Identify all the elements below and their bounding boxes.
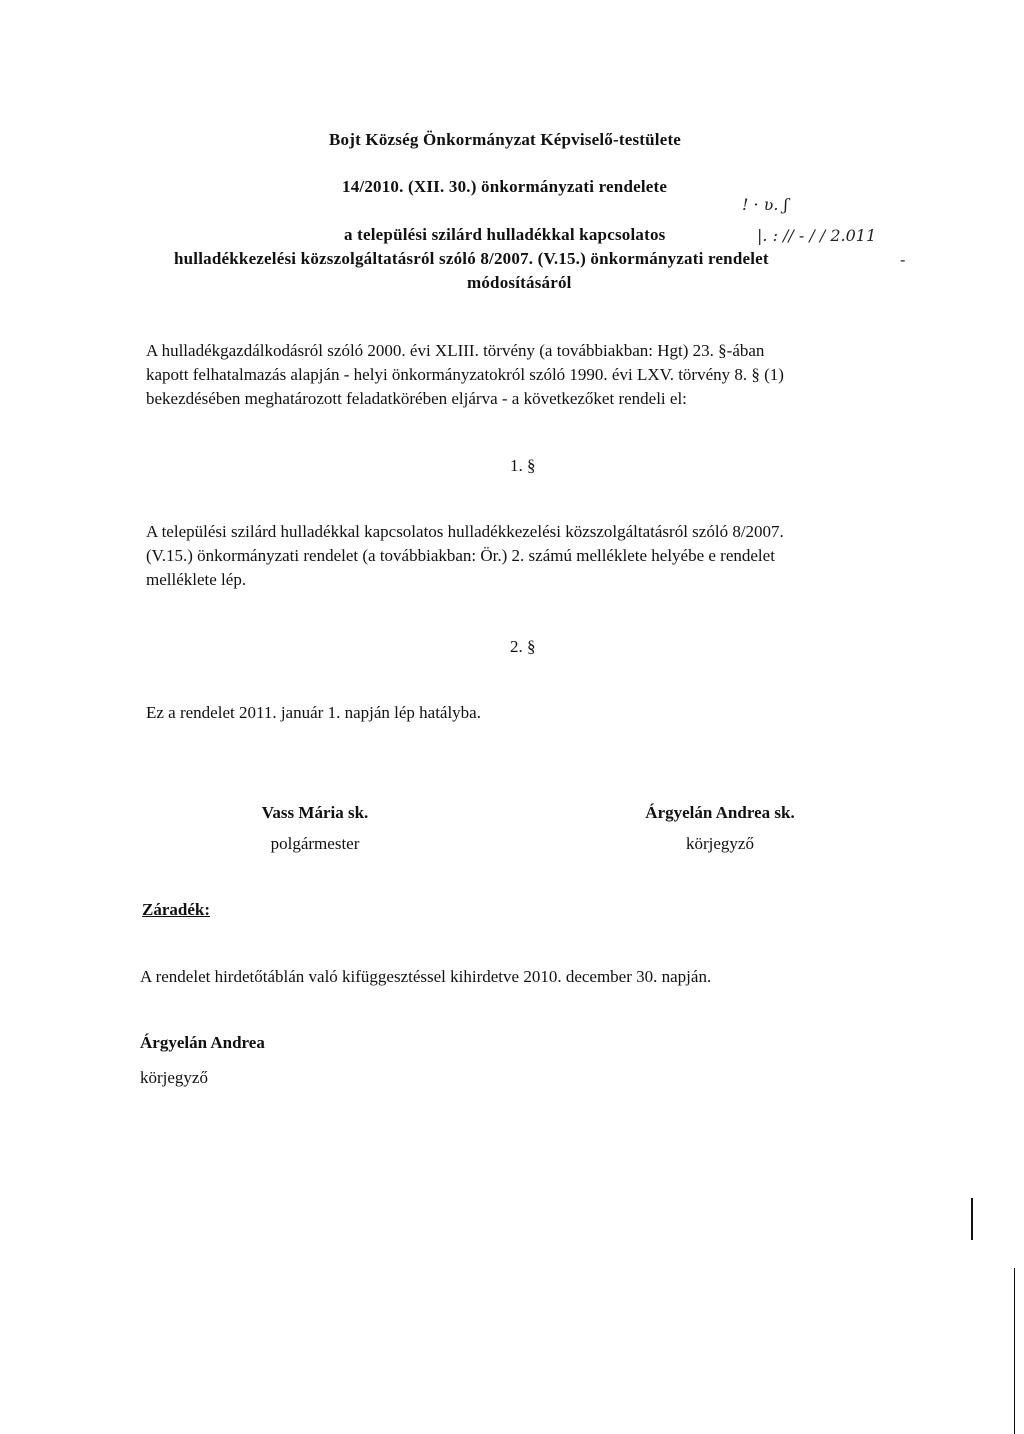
scan-artifact-mark [971, 1198, 973, 1240]
clause-text: A rendelet hirdetőtáblán való kifüggesztéssel kihirdetve 2010. december 30. napján. [140, 967, 712, 986]
section-2-heading: 2. § [510, 637, 536, 656]
section-2-text: Ez a rendelet 2011. január 1. napján lép hatályba. [146, 703, 481, 722]
preamble-line-3: bekezdésében meghatározott feladatkörében eljárva - a következőket rendeli el: [146, 389, 687, 408]
clause-heading: Záradék: [142, 900, 210, 919]
section-1-heading: 1. § [510, 456, 536, 475]
decree-number: 14/2010. (XII. 30.) önkormányzati rendelete [342, 177, 668, 196]
stamp-line-1: ! · ʋ. ʃ [742, 195, 788, 214]
subject-line-1: a települési szilárd hulladékkal kapcsolatos [344, 225, 666, 244]
notary-title: körjegyző [686, 834, 754, 853]
stamp-line-3: - [900, 250, 906, 269]
section-1-line-3: melléklete lép. [146, 570, 247, 589]
mayor-title: polgármester [270, 834, 360, 853]
clause-signer-title: körjegyző [140, 1068, 208, 1087]
section-1-line-1: A települési szilárd hulladékkal kapcsolatos hulladékkezelési közszolgáltatásról szóló 8/2007. [146, 522, 784, 541]
stamp-line-2: |. : // - / / 2.011 [757, 226, 877, 245]
council-title: Bojt Község Önkormányzat Képviselő-testülete [329, 130, 682, 149]
section-1-line-2: (V.15.) önkormányzati rendelet (a továbbiakban: Ör.) 2. számú melléklete helyébe e rendelet [146, 546, 775, 565]
preamble-line-1: A hulladékgazdálkodásról szóló 2000. évi XLIII. törvény (a továbbiakban: Hgt) 23. §-ában [146, 341, 765, 360]
subject-line-2: hulladékkezelési közszolgáltatásról szóló 8/2007. (V.15.) önkormányzati rendelet [174, 249, 769, 268]
clause-signer-name: Árgyelán Andrea [140, 1033, 265, 1052]
notary-name: Árgyelán Andrea sk. [645, 803, 795, 822]
mayor-name: Vass Mária sk. [261, 803, 369, 822]
subject-line-3: módosításáról [467, 273, 572, 292]
preamble-line-2: kapott felhatalmazás alapján - helyi önkormányzatokról szóló 1990. évi LXV. törvény 8. § (1) [146, 365, 784, 384]
scan-edge-line [1014, 1268, 1015, 1434]
